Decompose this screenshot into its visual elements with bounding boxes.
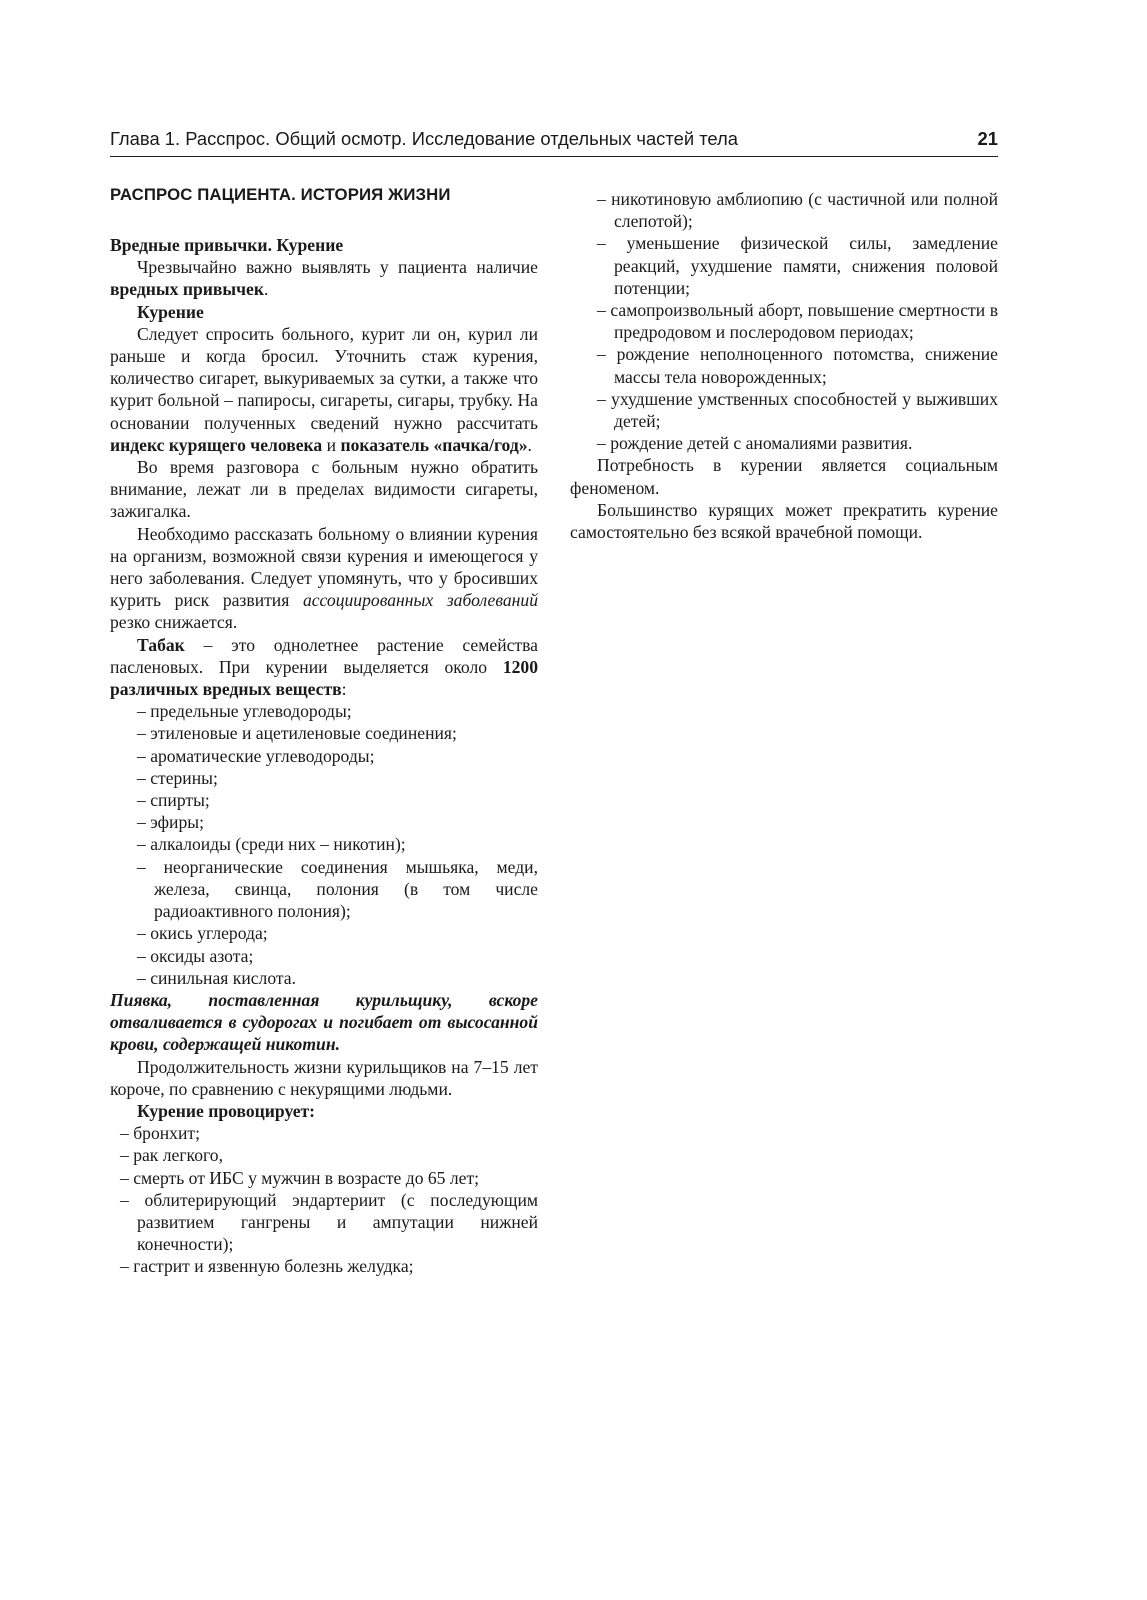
list-item: – смерть от ИБС у мужчин в возрасте до 65 лет; (93, 1167, 538, 1189)
list-item: – ухудшение умственных способностей у выживших детей; (570, 388, 998, 432)
italic-text: ассоциированных заболеваний (302, 590, 539, 611)
list-item: – уменьшение физической силы, замедление реакций, ухудшение памяти, снижения половой потенции; (570, 232, 998, 299)
list-item: – рождение детей с аномалиями развития. (570, 432, 998, 454)
paragraph-intro (110, 256, 538, 300)
text: резко снижается. (110, 612, 238, 633)
subheading-habits: Вредные привычки. Курение (110, 235, 344, 255)
list-item: – оксиды азота; (110, 945, 538, 967)
section-title: РАСПРОС ПАЦИЕНТА. ИСТОРИЯ ЖИЗНИ (110, 185, 451, 204)
text: Следует спросить больного, курит ли он, курил ли раньше и когда бросил. Уточнить стаж курения, количество сигарет, выкуриваемых за сутки, а также что курит больной – папиросы, сигареты, сигары, трубку. На основании полученных сведений нужно рассчитать (110, 323, 538, 433)
paragraph-lifespan: Продолжительность жизни курильщиков на 7–15 лет короче, по сравнению с некурящими людьми. (110, 1056, 538, 1099)
subheading-provokes: Курение провоцирует: (137, 1100, 316, 1121)
running-header (110, 128, 998, 157)
subheading-smoking: Курение (137, 301, 204, 322)
left-column (110, 184, 538, 1278)
provokes-list-continued (570, 188, 998, 454)
paragraph-quit: Большинство курящих может прекратить курение самостоятельно без всякой врачебной помощи. (570, 499, 998, 543)
text: . (527, 434, 532, 455)
text: Необходимо рассказать больному о влиянии курения на организм, возможной связи курения и имеющегося у него заболевания. Следует упомянуть, что у бросивших курить риск развития (110, 523, 538, 611)
list-item: – окись углерода; (110, 922, 538, 944)
bold-text: показатель «пачка/год» (340, 434, 528, 455)
bold-text: 1200 различных вредных веществ (110, 656, 538, 700)
list-item: – облитерирующий эндартериит (с последующим развитием гангрены и ампутации нижней конечности); (93, 1189, 538, 1256)
substances-list (110, 700, 538, 989)
list-item: – гастрит и язвенную болезнь желудка; (93, 1255, 538, 1277)
chapter-title: Глава 1. Расспрос. Общий осмотр. Исследование отдельных частей тела (110, 128, 738, 149)
list-item: – этиленовые и ацетиленовые соединения; (110, 722, 538, 744)
text: Чрезвычайно важно выявлять у пациента наличие (137, 257, 538, 278)
list-item: – стерины; (110, 767, 538, 789)
leech-quote: Пиявка, поставленная курильщику, вскоре отваливается в судорогах и погибает от высосанной крови, содержащей никотин. (110, 989, 538, 1055)
paragraph-social: Потребность в курении является социальным феноменом. (570, 455, 998, 498)
paragraph-inform (110, 523, 538, 634)
page-number: 21 (977, 128, 998, 149)
list-item: – рак легкого, (93, 1144, 538, 1166)
text: : (341, 679, 347, 700)
provokes-list (93, 1122, 538, 1277)
list-item: – никотиновую амблиопию (с частичной или полной слепотой); (570, 188, 998, 232)
list-item: – алкалоиды (среди них – никотин); (110, 833, 538, 855)
paragraph-ask (110, 323, 538, 456)
bold-text: вредных привычек (110, 279, 264, 300)
right-column (570, 188, 998, 543)
list-item: – бронхит; (93, 1122, 538, 1144)
paragraph-tobacco (110, 634, 538, 701)
list-item: – эфиры; (110, 811, 538, 833)
list-item: – ароматические углеводороды; (110, 745, 538, 767)
list-item: – предельные углеводороды; (110, 700, 538, 722)
text: . (264, 279, 269, 300)
bold-text: Табак (137, 634, 185, 655)
text: и (322, 434, 341, 455)
text: – это однолетнее растение семейства пасленовых. При курении выделяется около (110, 634, 538, 677)
list-item: – синильная кислота. (110, 967, 538, 989)
list-item: – неорганические соединения мышьяка, меди, железа, свинца, полония (в том числе радиоактивного полония); (110, 856, 538, 923)
list-item: – спирты; (110, 789, 538, 811)
list-item: – рождение неполноценного потомства, снижение массы тела новорожденных; (570, 343, 998, 387)
paragraph-attention: Во время разговора с больным нужно обратить внимание, лежат ли в пределах видимости сигареты, зажигалка. (110, 457, 538, 522)
bold-text: индекс курящего человека (110, 434, 323, 455)
list-item: – самопроизвольный аборт, повышение смертности в предродовом и послеродовом периодах; (570, 299, 998, 343)
